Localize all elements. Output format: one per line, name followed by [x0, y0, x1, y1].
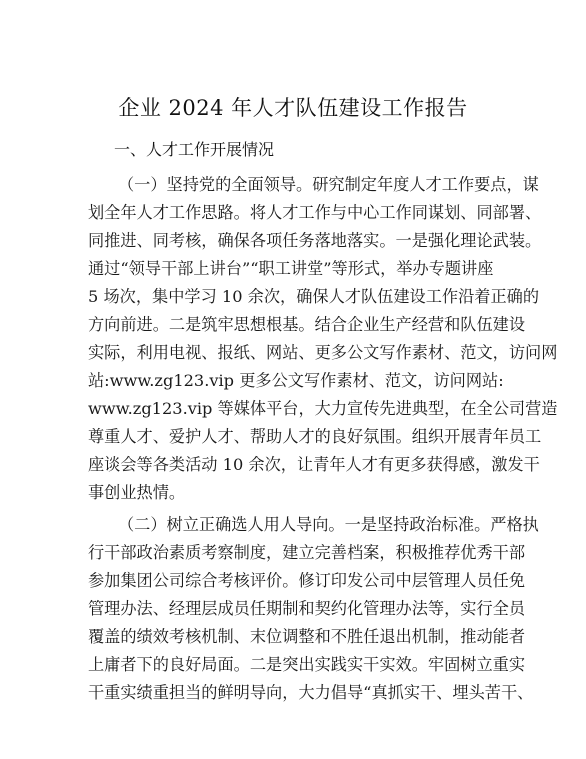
document-title: 企业 2024 年人才队伍建设工作报告 [118, 96, 468, 120]
paragraph-line: 事创业热情。 [88, 483, 186, 502]
paragraph-line: 尊重人才、爱护人才、帮助人才的良好氛围。组织开展青年员工 [88, 427, 542, 446]
paragraph-line: 同推进、同考核，确保各项任务落地落实。一是强化理论武装。 [88, 231, 542, 250]
paragraph-line: 站:www.zg123.vip 更多公文写作素材、范文，访问网站: [88, 371, 504, 390]
paragraph-line: www.zg123.vip 等媒体平台，大力宣传先进典型，在全公司营造 [88, 399, 558, 418]
paragraph-line: 5 场次，集中学习 10 余次，确保人才队伍建设工作沿着正确的 [88, 287, 540, 306]
paragraph-line: 覆盖的绩效考核机制、末位调整和不胜任退出机制，推动能者 [88, 627, 526, 646]
paragraph-line: 座谈会等各类活动 10 余次，让青年人才有更多获得感，激发干 [88, 455, 540, 474]
paragraph-line: 方向前进。二是筑牢思想根基。结合企业生产经营和队伍建设 [88, 315, 526, 334]
paragraph-line: 划全年人才工作思路。将人才工作与中心工作同谋划、同部署、 [88, 203, 542, 222]
paragraph-line: （一）坚持党的全面领导。研究制定年度人才工作要点，谋 [118, 175, 539, 194]
paragraph-line: 行干部政治素质考察制度，建立完善档案，积极推荐优秀干部 [88, 543, 526, 562]
paragraph-line: 上庸者下的良好局面。二是突出实践实干实效。牢固树立重实 [88, 655, 526, 674]
paragraph-line: 通过“领导干部上讲台”“职工讲堂”等形式，举办专题讲座 [88, 259, 494, 278]
paragraph-line: 参加集团公司综合考核评价。修订印发公司中层管理人员任免 [88, 571, 526, 590]
paragraph-line: 干重实绩重担当的鲜明导向，大力倡导“真抓实干、埋头苦干、 [88, 683, 534, 702]
section-heading: 一、人才工作开展情况 [114, 140, 275, 159]
paragraph-line: （二）树立正确选人用人导向。一是坚持政治标准。严格执 [118, 515, 539, 534]
paragraph-line: 实际，利用电视、报纸、网站、更多公文写作素材、范文，访问网 [88, 343, 558, 362]
paragraph-line: 管理办法、经理层成员任期制和契约化管理办法等，实行全员 [88, 599, 526, 618]
